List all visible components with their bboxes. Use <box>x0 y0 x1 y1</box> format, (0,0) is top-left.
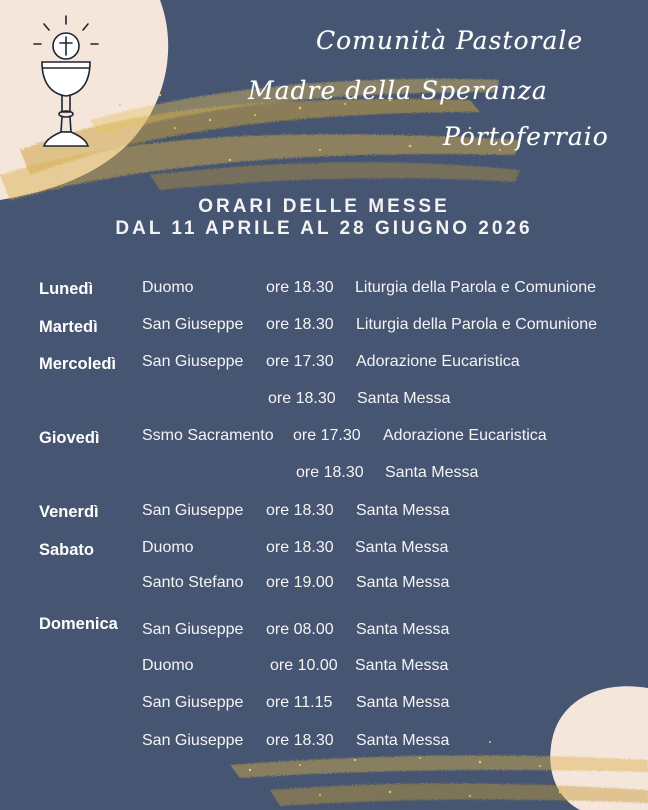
mass-time: ore 18.30 <box>266 502 334 519</box>
service-type: Santa Messa <box>355 539 449 556</box>
service-type: Liturgia della Parola e Comunione <box>356 316 598 333</box>
schedule-row <box>0 353 648 377</box>
page-title-line1: ORARI DELLE MESSE <box>198 196 450 217</box>
service-type: Santa Messa <box>357 390 451 407</box>
community-header <box>0 0 648 170</box>
day-label: Venerdì <box>39 503 99 521</box>
service-type: Santa Messa <box>355 657 449 674</box>
community-name-line1: Comunità Pastorale <box>316 26 584 55</box>
schedule-row <box>0 279 648 303</box>
church-name: San Giuseppe <box>142 502 244 519</box>
day-label: Lunedì <box>39 280 94 298</box>
page-title-line2: DAL 11 APRILE AL 28 GIUGNO 2026 <box>115 218 533 239</box>
schedule-row <box>0 316 648 340</box>
mass-time: ore 18.30 <box>268 390 336 407</box>
day-label: Domenica <box>39 615 118 633</box>
service-type: Santa Messa <box>356 694 450 711</box>
church-name: San Giuseppe <box>142 694 244 711</box>
day-label: Giovedì <box>39 429 100 447</box>
service-type: Liturgia della Parola e Comunione <box>355 279 597 296</box>
day-label: Mercoledì <box>39 355 117 373</box>
mass-time: ore 18.30 <box>266 279 334 296</box>
community-name-line2: Madre della Speranza <box>248 76 548 105</box>
church-name: Duomo <box>142 657 194 674</box>
schedule-row <box>0 539 648 563</box>
schedule-row <box>0 502 648 526</box>
church-name: Duomo <box>142 279 194 296</box>
schedule-row <box>0 694 648 718</box>
mass-time: ore 17.30 <box>266 353 334 370</box>
church-name: San Giuseppe <box>142 621 244 638</box>
schedule-row <box>0 615 648 645</box>
schedule-row <box>0 732 648 756</box>
day-label: Martedì <box>39 318 98 336</box>
service-type: Santa Messa <box>356 732 450 749</box>
mass-time: ore 18.30 <box>266 539 334 556</box>
mass-time: ore 18.30 <box>266 316 334 333</box>
schedule-row <box>0 657 648 681</box>
church-name: San Giuseppe <box>142 316 244 333</box>
schedule-row <box>0 390 648 414</box>
church-name: Ssmo Sacramento <box>142 427 274 444</box>
service-type: Santa Messa <box>356 574 450 591</box>
mass-time: ore 17.30 <box>293 427 361 444</box>
church-name: San Giuseppe <box>142 353 244 370</box>
service-type: Adorazione Eucaristica <box>383 427 547 444</box>
service-type: Santa Messa <box>385 464 479 481</box>
mass-time: ore 11.15 <box>266 694 333 711</box>
schedule-row <box>0 427 648 451</box>
schedule-row <box>0 464 648 488</box>
service-type: Santa Messa <box>356 502 450 519</box>
service-type: Santa Messa <box>356 621 450 638</box>
church-name: Santo Stefano <box>142 574 244 591</box>
mass-time: ore 19.00 <box>266 574 334 591</box>
service-type: Adorazione Eucaristica <box>356 353 520 370</box>
mass-time: ore 08.00 <box>266 621 334 638</box>
mass-time: ore 18.30 <box>266 732 334 749</box>
church-name: San Giuseppe <box>142 732 244 749</box>
mass-time: ore 10.00 <box>270 657 338 674</box>
community-name-line3: Portoferraio <box>443 122 609 151</box>
day-label: Sabato <box>39 541 95 559</box>
church-name: Duomo <box>142 539 194 556</box>
schedule-row <box>0 574 648 598</box>
mass-time: ore 18.30 <box>296 464 364 481</box>
